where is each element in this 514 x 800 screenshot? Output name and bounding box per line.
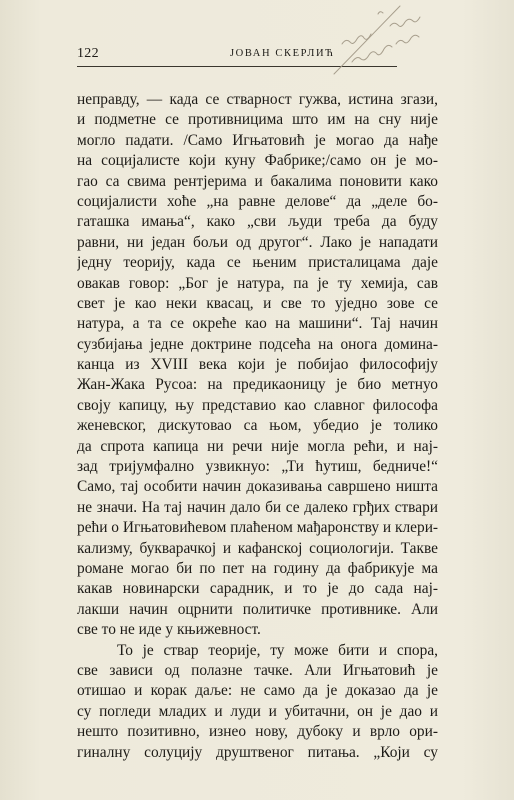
body-text [77, 90, 438, 763]
text-line: социјалисти хоће „на равне делове“ да „деле бо- [77, 192, 438, 210]
running-title: ЈОВАН СКЕРЛИЋ [230, 48, 335, 59]
text-line: натура, а та се окреће као на машини“. Тај начин [77, 315, 438, 333]
text-line: све зависи од полазне тачке. Али Игњатовић је [77, 661, 438, 679]
text-line: нешто позитивно, изнео нову, дубоку и врло ори- [77, 723, 438, 741]
text-line: неправду, — када се стварност гужва, истина згази, [77, 91, 438, 108]
text-line: гаташка имања“, како „сви људи треба да буду [77, 213, 438, 231]
text-line: гао са свима рентјерима и бакалима поновити како [77, 172, 438, 190]
text-line: овакав говор: „Бог је натура, па је ту хемија, сав [77, 274, 438, 292]
text-line: рећи о Игњатовићевом плаћеном мађаронству и клери- [77, 519, 438, 537]
text-line: равни, ни један бољи од другог“. Лако је нападати [77, 233, 438, 251]
text-line: женевског, дискутовао са њом, убедио је толико [77, 417, 438, 435]
paragraph-2 [77, 641, 438, 763]
text-line: зад тријумфално узвикнуо: „Ти ћутиш, бедниче!“ [77, 458, 438, 476]
text-line: отишао и корак даље: не само да је доказао да је [77, 682, 438, 700]
text-line: какав новинарски сарадник, и то је до сада нај- [77, 580, 438, 598]
handwritten-pencil-note-icon [330, 4, 450, 82]
paragraph-1 [77, 90, 438, 641]
text-line: да спрота капица ни речи није могла рећи, и нај- [77, 437, 438, 455]
text-line: свет је као неки квасац, и све то уједно зове се [77, 294, 438, 312]
text-line: Жан-Жака Русоа: на предикаоницу је био метнуо [77, 376, 438, 394]
text-line: лакши начин оцрнити политичке противнике. Али [77, 600, 438, 618]
text-line: су погледи младих и луди и убитачни, он је дао и [77, 702, 438, 720]
text-line: Само, тај особити начин доказивања савршено ништа [77, 478, 438, 496]
text-line: могло падати. /Само Игњатовић је могао да нађе [77, 131, 438, 149]
text-line: романе могао би по пет на годину да фабрикује ма [77, 559, 438, 577]
text-line: кализму, букварачкој и кафанској социологији. Такве [77, 539, 438, 557]
text-line: једну теорију, када се њеним присталицама даје [77, 254, 438, 272]
text-line: не значи. На тај начин дало би се далеко грђих ствари [77, 498, 438, 516]
text-line: и подметне се противницима што им на сну није [77, 111, 438, 129]
text-line: канца из XVIII века који је побијао философију [77, 356, 438, 374]
text-line: на социјалисте који куну Фабрике;/само он је мо- [77, 152, 438, 170]
text-line: своју капицу, њу представио као славног философа [77, 396, 438, 414]
text-line: сузбијања једне доктрине подсећа на онога домина- [77, 335, 438, 353]
text-line: То је ствар теорије, ту може бити и спора, [117, 641, 438, 659]
page-number: 122 [77, 46, 99, 61]
text-line: све то не иде у књижевност. [77, 621, 261, 639]
text-line: гиналну солуцију друштвеног питања. „Који су [77, 743, 438, 761]
